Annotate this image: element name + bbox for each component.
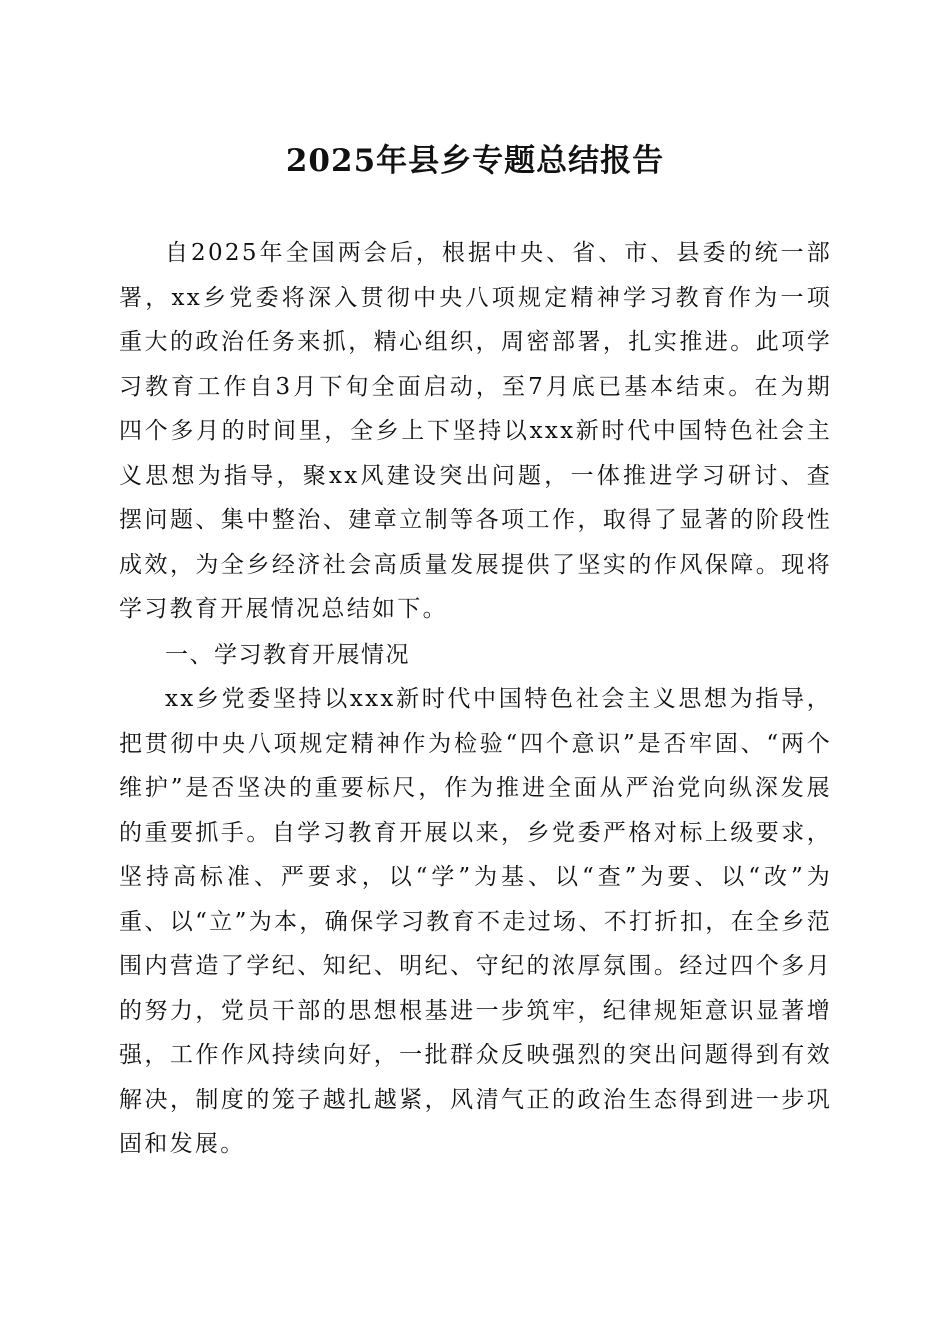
document-title: 2025年县乡专题总结报告 [285,143,665,179]
section-heading: 一、学习教育开展情况 [165,642,410,668]
section-paragraph: xx乡党委坚持以xxx新时代中国特色社会主义思想为指导，把贯彻中央八项规定精神作为检验“四个意识”是否牢固、“两个维护”是否坚决的重要标尺，作为推进全面从严治党向纵深发展的重要抓手。自学习教育开展以来，乡党委严格对标上级要求，坚持高标准、严要求，以“学”为基、以“查”为要、以“改”为重、以“立”为本，确保学习教育不走过场、不打折扣，在全乡范围内营造了学纪、知纪、明纪、守纪的浓厚氛围。经过四个多月的努力，党员干部的思想根基进一步筑牢，纪律规矩意识显著增强，工作作风持续向好，一批群众反映强烈的突出问题得到有效解决，制度的笼子越扎越紧，风清气正的政治生态得到进一步巩固和发展。 [119,686,832,1157]
intro-paragraph: 自2025年全国两会后，根据中央、省、市、县委的统一部署，xx乡党委将深入贯彻中央八项规定精神学习教育作为一项重大的政治任务来抓，精心组织，周密部署，扎实推进。此项学习教育工作自3月下旬全面启动，至7月底已基本结束。在为期四个多月的时间里，全乡上下坚持以xxx新时代中国特色社会主义思想为指导，聚xx风建设突出问题，一体推进学习研讨、查摆问题、集中整治、建章立制等各项工作，取得了显著的阶段性成效，为全乡经济社会高质量发展提供了坚实的作风保障。现将学习教育开展情况总结如下。 [119,240,832,622]
